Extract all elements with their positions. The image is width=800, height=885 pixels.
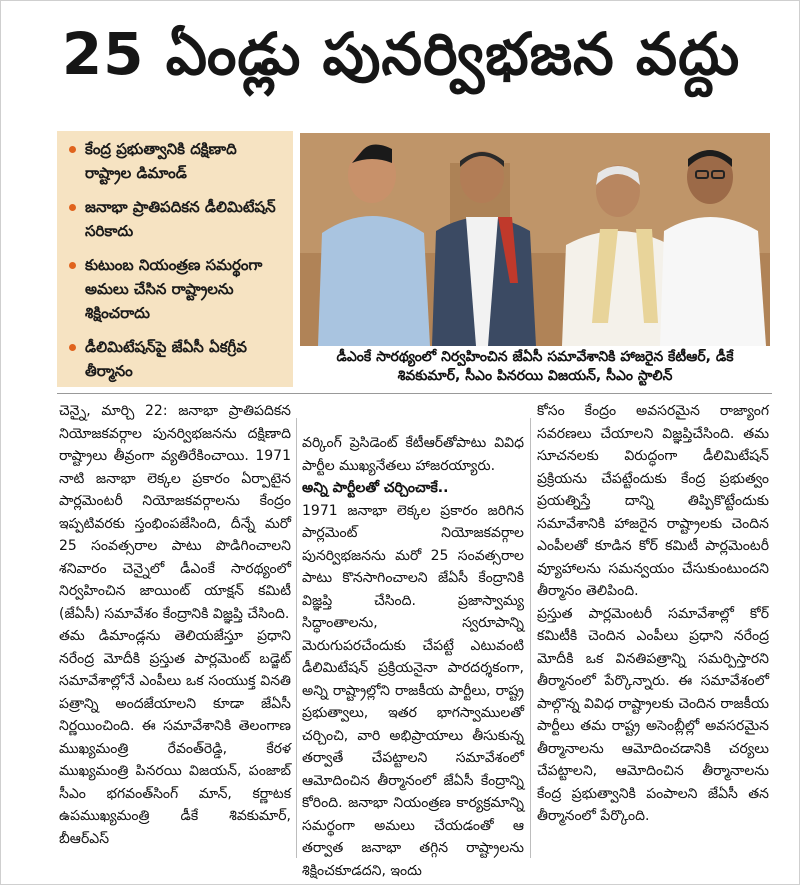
- highlight-text: కేంద్ర ప్రభుత్వానికి దక్షిణాది రాష్ట్రాల డిమాండ్: [85, 140, 237, 182]
- article-column-3: [537, 400, 769, 828]
- photo-caption: డీఎంకే సారథ్యంలో నిర్వహించిన జేఏసీ సమావేశానికి హాజరైన కేటీఆర్, డీకే శివకుమార్, సీఎం పినరయి విజయన్, సీఎం స్టాలిన్: [336, 349, 734, 384]
- article-column-1: [59, 400, 291, 850]
- paragraph: తమ డిమాండ్లను తెలియజేస్తూ ప్రధాని నరేంద్ర మోదీకి ప్రస్తుత పార్లమెంట్ బడ్జెట్ సమావేశాల్లోనే ఎంపీలు ఒక సంయుక్త వినతి పత్రాన్ని అందజేయాలని కూడా జేఏసీ నిర్ణయించింది. ఈ సమావేశానికి తెలంగాణ ముఖ్యమంత్రి రేవంత్‌రెడ్డి, కేరళ ముఖ్యమంత్రి పినరయి విజయన్, పంజాబ్ సీఎం భగవంత్‌సింగ్ మాన్, కర్ణాటక ఉపముఖ్యమంత్రి డీకే శివకుమార్, బీఆర్ఎస్: [59, 628, 291, 847]
- column-divider: [530, 418, 531, 858]
- highlight-text: డీలిమిటేషన్‌పై జేఏసీ ఏకగ్రీవ తీర్మానం: [85, 338, 247, 380]
- highlight-item: [65, 253, 285, 325]
- article-column-2: [302, 432, 524, 882]
- highlight-text: కుటుంబ నియంత్రణ సమర్థంగా అమలు చేసిన రాష్ట్రాలను శిక్షించరాదు: [85, 256, 263, 322]
- paragraph: చెన్నై, మార్చి 22: జనాభా ప్రాతిపదికన నియోజకవర్గాల పునర్విభజనను దక్షిణాది రాష్ట్రాలు తీవ్రంగా వ్యతిరేకించాయి. 1971 నాటి జనాభా లెక్కల ప్రకారం ఏర్పాటైన పార్లమెంటరీ నియోజకవర్గాలను కేంద్రం ఇప్పటివరకు స్తంభింపజేసింది, దీన్నే మరో 25 సంవత్సరాల పాటు పొడిగించాలని శనివారం చెన్నైలో డీఎంకే సారథ్యంలో నిర్వహించిన జాయింట్ యాక్షన్ కమిటీ (జేఏసీ) సమావేశం కేంద్రానికి విజ్ఞప్తి చేసింది.: [59, 403, 291, 622]
- paragraph: 1971 జనాభా లెక్కల ప్రకారం జరిగిన పార్లమెంట్ నియోజకవర్గాల పునర్విభజనను మరో 25 సంవత్సరాల పాటు కొనసాగించాలని జేఏసీ కేంద్రానికి విజ్ఞప్తి చేసింది. ప్రజాస్వామ్య సిద్ధాంతాలను, స్వరూపాన్ని మెరుగుపరచేందుకు చేపట్టే ఎటువంటి డీలిమిటేషన్ ప్రక్రియనైనా పారదర్శకంగా, అన్ని రాష్ట్రాల్లోని రాజకీయ పార్టీలు, రాష్ట్ర ప్రభుత్వాలు, ఇతర భాగస్వాములతో చర్చించి, వారి అభిప్రాయాలు తీసుకున్న తర్వాతే చేపట్టాలని సమావేశంలో ఆమోదించిన తీర్మానంలో జేఏసీ కేంద్రాన్ని కోరింది. జనాభా నియంత్రణ కార్యక్రమాన్ని సమర్థంగా అమలు చేయడంతో ఆ తర్వాత జనాభా తగ్గిన రాష్ట్రాలను శిక్షించకూడదని, ఇందు: [302, 502, 524, 879]
- bullet-dot-icon: [69, 146, 76, 153]
- highlights-box: [57, 131, 293, 387]
- highlight-text: జనాభా ప్రాతిపదికన డీలిమిటేషన్ సరికాదు: [85, 198, 276, 240]
- highlight-item: [65, 137, 285, 185]
- bullet-dot-icon: [69, 262, 76, 269]
- paragraph: కోసం కేంద్రం అవసరమైన రాజ్యాంగ సవరణలు చేయాలని విజ్ఞప్తిచేసింది. తమ సూచనలకు విరుద్ధంగా డీలిమిటేషన్ ప్రక్రియను చేపట్టేందుకు కేంద్ర ప్రభుత్వం ప్రయత్నిస్తే దాన్ని తిప్పికొట్టేందుకు సమావేశానికి హాజరైన రాష్ట్రాలకు చెందిన ఎంపీలతో కూడిన కోర్ కమిటీ పార్లమెంటరీ వ్యూహాలను సమన్వయం చేసుకుంటుందని తీర్మానం తెలిపింది.: [537, 403, 769, 599]
- group-photo-icon: [300, 133, 770, 346]
- highlights-list: [65, 137, 285, 383]
- highlight-item: [65, 335, 285, 383]
- paragraph: ప్రస్తుత పార్లమెంటరీ సమావేశాల్లో కోర్ కమిటీకి చెందిన ఎంపీలు ప్రధాని నరేంద్ర మోదీకి ఒక వినతిపత్రాన్ని సమర్పిస్తారని తీర్మానంలో పేర్కొన్నారు. ఈ సమావేశంలో పాల్గొన్న వివిధ రాష్ట్రాలకు చెందిన రాజకీయ పార్టీలు తమ రాష్ట్ర అసెంబ్లీల్లో అవసరమైన తీర్మానాలను ఆమోదించడానికి చర్యలు చేపట్టాలని, ఆమోదించిన తీర్మానాలను కేంద్ర ప్రభుత్వానికి పంపాలని జేఏసీ తన తీర్మానంలో పేర్కొంది.: [537, 605, 769, 824]
- bullet-dot-icon: [69, 204, 76, 211]
- bullet-dot-icon: [69, 344, 76, 351]
- highlight-item: [65, 195, 285, 243]
- subheading: అన్ని పార్టీలతో చర్చించాకే..: [302, 480, 449, 496]
- paragraph: వర్కింగ్ ప్రెసిడెంట్ కేటీఆర్‌తోపాటు వివిధ పార్టీల ముఖ్యనేతలు హాజరయ్యారు.: [302, 435, 524, 474]
- article-body: [57, 393, 772, 879]
- headline: 25 ఏండ్లు పునర్విభజన వద్దు: [61, 20, 741, 88]
- column-divider: [296, 418, 297, 858]
- group-photo: [300, 133, 770, 346]
